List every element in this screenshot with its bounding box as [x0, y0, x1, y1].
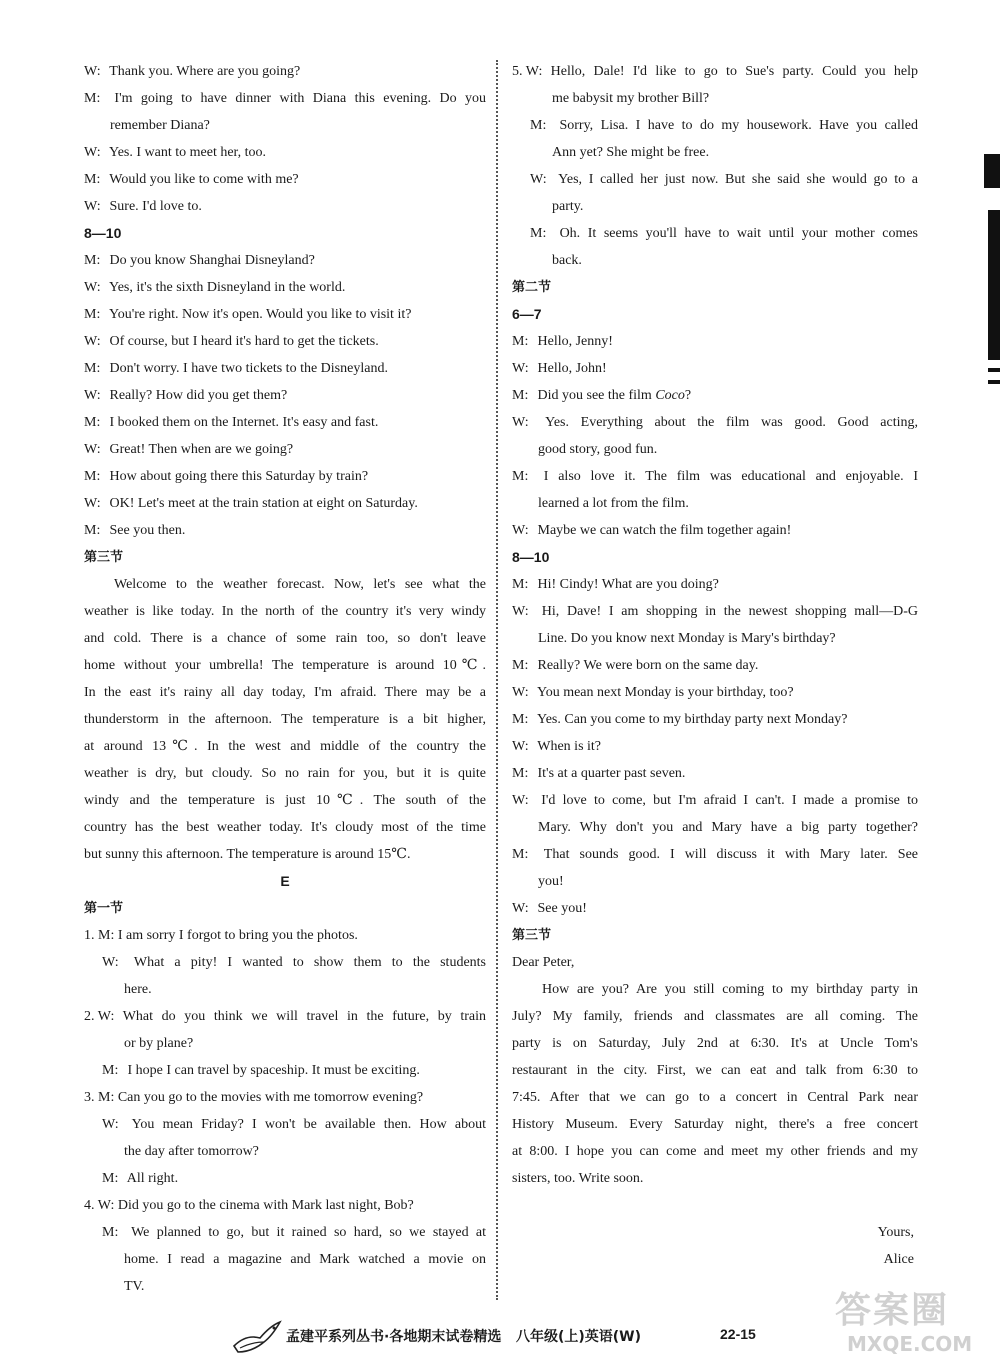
line-text: See you!	[537, 901, 587, 916]
line-text: remember Diana?	[110, 118, 210, 133]
speaker-label: M:	[512, 577, 529, 592]
line-text: History Museum. Every Saturday night, there's a free concert	[512, 1117, 918, 1132]
dialogue-line	[512, 517, 918, 544]
dialogue-line	[512, 706, 918, 733]
text-line	[84, 571, 486, 598]
dialogue-line	[84, 58, 486, 85]
text-line	[84, 679, 486, 706]
line-text: weather is dry, but cloudy. So no rain for you, but it is quite	[84, 766, 486, 781]
line-text: How are you? Are you still coming to my birthday party in	[542, 982, 918, 997]
line-text: me babysit my brother Bill?	[552, 91, 710, 106]
speaker-label: W:	[530, 172, 547, 187]
line-text: sisters, too. Write soon.	[512, 1171, 644, 1186]
line-text: TV.	[124, 1279, 145, 1294]
section-heading: 第二节	[512, 280, 552, 295]
line-text: I hope I can travel by spaceship. It must be exciting.	[127, 1063, 420, 1078]
speaker-label: W:	[84, 280, 101, 295]
text-line	[512, 436, 918, 463]
speaker-label: 4. W:	[84, 1198, 115, 1213]
line-text: party is on Saturday, July 2nd at 6:30. It's at Uncle Tom's	[512, 1036, 918, 1051]
text-line	[84, 1030, 486, 1057]
line-text: Did you go to the cinema with Mark last night, Bob?	[117, 1198, 414, 1213]
line-text: When is it?	[537, 739, 602, 754]
text-line	[84, 1246, 486, 1273]
dialogue-line	[512, 571, 918, 598]
dialogue-line	[84, 1192, 486, 1219]
edge-tab-marks	[982, 140, 1000, 420]
letter-closing: Yours,	[877, 1225, 914, 1240]
letter-closing: Alice	[883, 1252, 914, 1267]
dialogue-line	[84, 1111, 486, 1138]
dialogue-line	[512, 355, 918, 382]
line-text: You mean Friday? I won't be available then. How about	[131, 1117, 486, 1132]
speaker-label: W:	[84, 496, 101, 511]
line-text: Yes, I called her just now. But she said she would go to a	[558, 172, 918, 187]
dialogue-line	[512, 787, 918, 814]
line-text: good story, good fun.	[538, 442, 658, 457]
line-text: I am sorry I forgot to bring you the photos.	[117, 928, 358, 943]
text-line	[512, 949, 918, 976]
line-text: Hi! Cindy! What are you doing?	[537, 577, 719, 592]
line-text: Sure. I'd love to.	[109, 199, 202, 214]
dialogue-line	[84, 1219, 486, 1246]
speaker-label: W:	[102, 1117, 119, 1132]
speaker-label: W:	[512, 739, 529, 754]
section-heading: 第三节	[512, 928, 552, 943]
line-text: That sounds good. I will discuss it with Mary later. See	[543, 847, 918, 862]
dialogue-line	[84, 1057, 486, 1084]
line-text: OK! Let's meet at the train station at eight on Saturday.	[109, 496, 418, 511]
text-line	[84, 787, 486, 814]
text-line	[512, 139, 918, 166]
line-text: Yes. Everything about the film was good. Good acting,	[545, 415, 918, 430]
line-text: Do you know Shanghai Disneyland?	[109, 253, 315, 268]
line-text: here.	[124, 982, 152, 997]
text-line	[84, 733, 486, 760]
line-text: party.	[552, 199, 584, 214]
line-text: restaurant in the city. First, we can eat and talk from 6:30 to	[512, 1063, 918, 1078]
line-text: windy and the temperature is just 10℃. The south of the	[84, 793, 486, 808]
text-line	[84, 976, 486, 1003]
line-text: Hello, John!	[537, 361, 607, 376]
speaker-label: W:	[84, 388, 101, 403]
text-line	[512, 1003, 918, 1030]
question-range-heading: 8—10	[84, 225, 122, 241]
speaker-label: M:	[512, 334, 529, 349]
part-heading: E	[280, 873, 290, 889]
line-text: All right.	[126, 1171, 179, 1186]
line-text: or by plane?	[124, 1036, 194, 1051]
line-text: Really? We were born on the same day.	[537, 658, 759, 673]
line-text: thunderstorm in the afternoon. The temperature is a bit higher,	[84, 712, 486, 727]
speaker-label: M:	[84, 361, 101, 376]
watermark-text: 答案圈	[835, 1290, 950, 1331]
speaker-label: M:	[512, 658, 529, 673]
speaker-label: M:	[84, 253, 101, 268]
dialogue-line	[84, 1003, 486, 1030]
line-text: Great! Then when are we going?	[109, 442, 294, 457]
line-text: Yes, it's the sixth Disneyland in the world.	[108, 280, 346, 295]
dialogue-line	[84, 382, 486, 409]
dialogue-line	[512, 760, 918, 787]
dialogue-line	[84, 328, 486, 355]
dialogue-line	[84, 85, 486, 112]
text-line	[84, 625, 486, 652]
line-text: Oh. It seems you'll have to wait until your mother comes	[559, 226, 918, 241]
speaker-label: W:	[84, 334, 101, 349]
line-text: Did you see the film Coco?	[537, 388, 692, 403]
speaker-label: M:	[512, 712, 529, 727]
text-line	[84, 814, 486, 841]
text-line	[512, 1138, 918, 1165]
line-text: You mean next Monday is your birthday, too?	[536, 685, 794, 700]
line-text: Don't worry. I have two tickets to the Disneyland.	[109, 361, 388, 376]
speaker-label: M:	[512, 388, 529, 403]
speaker-label: W:	[84, 64, 101, 79]
line-text: back.	[552, 253, 582, 268]
dialogue-line	[84, 1084, 486, 1111]
line-text: home without your umbrella! The temperature is around 10℃.	[84, 658, 486, 673]
dialogue-line	[84, 1165, 486, 1192]
line-text: Hello, Jenny!	[537, 334, 613, 349]
dialogue-line	[512, 841, 918, 868]
speaker-label: W:	[512, 604, 529, 619]
line-text: Line. Do you know next Monday is Mary's birthday?	[538, 631, 836, 646]
text-line	[512, 85, 918, 112]
line-text: Hello, Dale! I'd like to go to Sue's party. Could you help	[550, 64, 918, 79]
line-text: Yes. I want to meet her, too.	[108, 145, 267, 160]
text-line	[84, 112, 486, 139]
speaker-label: 2. W:	[84, 1009, 115, 1024]
right-column	[512, 58, 918, 1273]
section-heading: 第三节	[84, 550, 124, 565]
line-text: the day after tomorrow?	[124, 1144, 259, 1159]
speaker-label: M:	[84, 91, 101, 106]
speaker-label: M:	[102, 1063, 119, 1078]
line-text: Really? How did you get them?	[109, 388, 288, 403]
text-line	[512, 976, 918, 1003]
speaker-label: M:	[84, 523, 101, 538]
swallow-logo-icon	[230, 1316, 282, 1356]
line-text: Welcome to the weather forecast. Now, let's see what the	[114, 577, 486, 592]
speaker-label: M:	[84, 469, 101, 484]
line-text: 7:45. After that we can go to a concert in Central Park near	[512, 1090, 918, 1105]
line-text: and cold. There is a chance of some rain too, so don't leave	[84, 631, 486, 646]
line-text: you!	[538, 874, 564, 889]
dialogue-line	[512, 409, 918, 436]
text-line	[512, 193, 918, 220]
text-line	[512, 1057, 918, 1084]
dialogue-line	[84, 274, 486, 301]
footer-series-title: 孟建平系列丛书·各地期末试卷精选 八年级(上)英语(W)	[286, 1329, 641, 1345]
line-text: but sunny this afternoon. The temperature is around 15℃.	[84, 847, 411, 862]
line-text: country has the best weather today. It's cloudy most of the time	[84, 820, 486, 835]
speaker-label: W:	[512, 523, 529, 538]
text-line	[512, 490, 918, 517]
line-text: home. I read a magazine and Mark watched a movie on	[124, 1252, 486, 1267]
text-line	[84, 760, 486, 787]
speaker-label: M:	[530, 226, 547, 241]
dialogue-line	[512, 598, 918, 625]
line-text: Thank you. Where are you going?	[109, 64, 301, 79]
dialogue-line	[512, 733, 918, 760]
line-text: How about going there this Saturday by train?	[109, 469, 369, 484]
text-line	[512, 1084, 918, 1111]
line-text: Hi, Dave! I am shopping in the newest shopping mall—D-G	[541, 604, 918, 619]
speaker-label: W:	[512, 685, 529, 700]
text-line	[512, 1165, 918, 1192]
speaker-label: W:	[84, 145, 101, 160]
speaker-label: W:	[512, 415, 529, 430]
line-text: You're right. Now it's open. Would you like to visit it?	[108, 307, 412, 322]
dialogue-line	[512, 652, 918, 679]
spacer	[512, 1192, 918, 1219]
speaker-label: 3. M:	[84, 1090, 115, 1105]
line-text: Would you like to come with me?	[109, 172, 299, 187]
speaker-label: 1. M:	[84, 928, 115, 943]
text-line	[512, 1111, 918, 1138]
line-text: Yes. Can you come to my birthday party next Monday?	[536, 712, 848, 727]
line-text: at 8:00. I hope you can come and meet my other friends and my	[512, 1144, 918, 1159]
dialogue-line	[84, 166, 486, 193]
text-line	[512, 1030, 918, 1057]
left-column	[84, 58, 486, 1300]
line-text: In the east it's rainy all day today, I'm afraid. There may be a	[84, 685, 486, 700]
dialogue-line	[512, 895, 918, 922]
dialogue-line	[84, 247, 486, 274]
text-line	[84, 598, 486, 625]
speaker-label: M:	[84, 415, 101, 430]
text-line	[512, 814, 918, 841]
line-text: I booked them on the Internet. It's easy and fast.	[109, 415, 379, 430]
speaker-label: W:	[512, 901, 529, 916]
line-text: I'd love to come, but I'm afraid I can't. I made a promise to	[541, 793, 918, 808]
text-line	[512, 247, 918, 274]
speaker-label: M:	[512, 847, 529, 862]
dialogue-line	[84, 301, 486, 328]
text-line	[84, 706, 486, 733]
line-text: What a pity! I wanted to show them to the students	[133, 955, 486, 970]
dialogue-line	[512, 679, 918, 706]
line-text: We planned to go, but it rained so hard, so we stayed at	[131, 1225, 486, 1240]
dialogue-line	[84, 355, 486, 382]
column-divider	[496, 60, 498, 1300]
line-text: Dear Peter,	[512, 955, 575, 970]
speaker-label: M:	[512, 766, 529, 781]
speaker-label: W:	[84, 442, 101, 457]
speaker-label: M:	[84, 172, 101, 187]
speaker-label: M:	[102, 1171, 119, 1186]
dialogue-line	[84, 922, 486, 949]
dialogue-line	[512, 382, 918, 409]
speaker-label: W:	[512, 793, 529, 808]
dialogue-line	[84, 517, 486, 544]
text-line	[512, 625, 918, 652]
line-text: Mary. Why don't you and Mary have a big party together?	[538, 820, 918, 835]
speaker-label: W:	[84, 199, 101, 214]
dialogue-line	[84, 409, 486, 436]
line-text: July? My family, friends and classmates are all coming. The	[512, 1009, 918, 1024]
line-text: Sorry, Lisa. I have to do my housework. Have you called	[559, 118, 918, 133]
line-text: I'm going to have dinner with Diana this evening. Do you	[114, 91, 486, 106]
dialogue-line	[512, 328, 918, 355]
dialogue-line	[512, 112, 918, 139]
dialogue-line	[84, 463, 486, 490]
line-text: I also love it. The film was educational and enjoyable. I	[543, 469, 918, 484]
speaker-label: W:	[512, 361, 529, 376]
dialogue-line	[512, 463, 918, 490]
dialogue-line	[84, 139, 486, 166]
dialogue-line	[512, 220, 918, 247]
line-text: See you then.	[109, 523, 186, 538]
line-text: Maybe we can watch the film together again!	[537, 523, 792, 538]
speaker-label: M:	[512, 469, 529, 484]
speaker-label: M:	[102, 1225, 119, 1240]
question-range-heading: 6—7	[512, 306, 542, 322]
text-line	[84, 1138, 486, 1165]
section-heading: 第一节	[84, 901, 124, 916]
speaker-label: W:	[102, 955, 119, 970]
line-text: Ann yet? She might be free.	[552, 145, 710, 160]
line-text: It's at a quarter past seven.	[537, 766, 686, 781]
speaker-label: 5. W:	[512, 64, 543, 79]
watermark-logo	[825, 1280, 990, 1365]
page-footer	[230, 1316, 790, 1356]
text-line	[512, 868, 918, 895]
footer-grade: 八年级(上)英语(W)	[515, 1329, 641, 1345]
line-text: at around 13℃. In the west and middle of the country the	[84, 739, 486, 754]
line-text: Of course, but I heard it's hard to get the tickets.	[109, 334, 379, 349]
dialogue-line	[512, 58, 918, 85]
text-line	[84, 1273, 486, 1300]
line-text: What do you think we will travel in the future, by train	[122, 1009, 486, 1024]
line-text: Can you go to the movies with me tomorrow evening?	[117, 1090, 424, 1105]
page-number: 22-15	[720, 1326, 756, 1342]
dialogue-line	[84, 436, 486, 463]
dialogue-line	[512, 166, 918, 193]
speaker-label: M:	[84, 307, 101, 322]
line-text: learned a lot from the film.	[538, 496, 689, 511]
dialogue-line	[84, 490, 486, 517]
dialogue-line	[84, 193, 486, 220]
text-line	[84, 652, 486, 679]
text-line	[84, 841, 486, 868]
dialogue-line	[84, 949, 486, 976]
watermark-url: MXQE.COM	[847, 1332, 973, 1356]
speaker-label: M:	[530, 118, 547, 133]
question-range-heading: 8—10	[512, 549, 550, 565]
line-text: weather is like today. In the north of the country it's very windy	[84, 604, 486, 619]
